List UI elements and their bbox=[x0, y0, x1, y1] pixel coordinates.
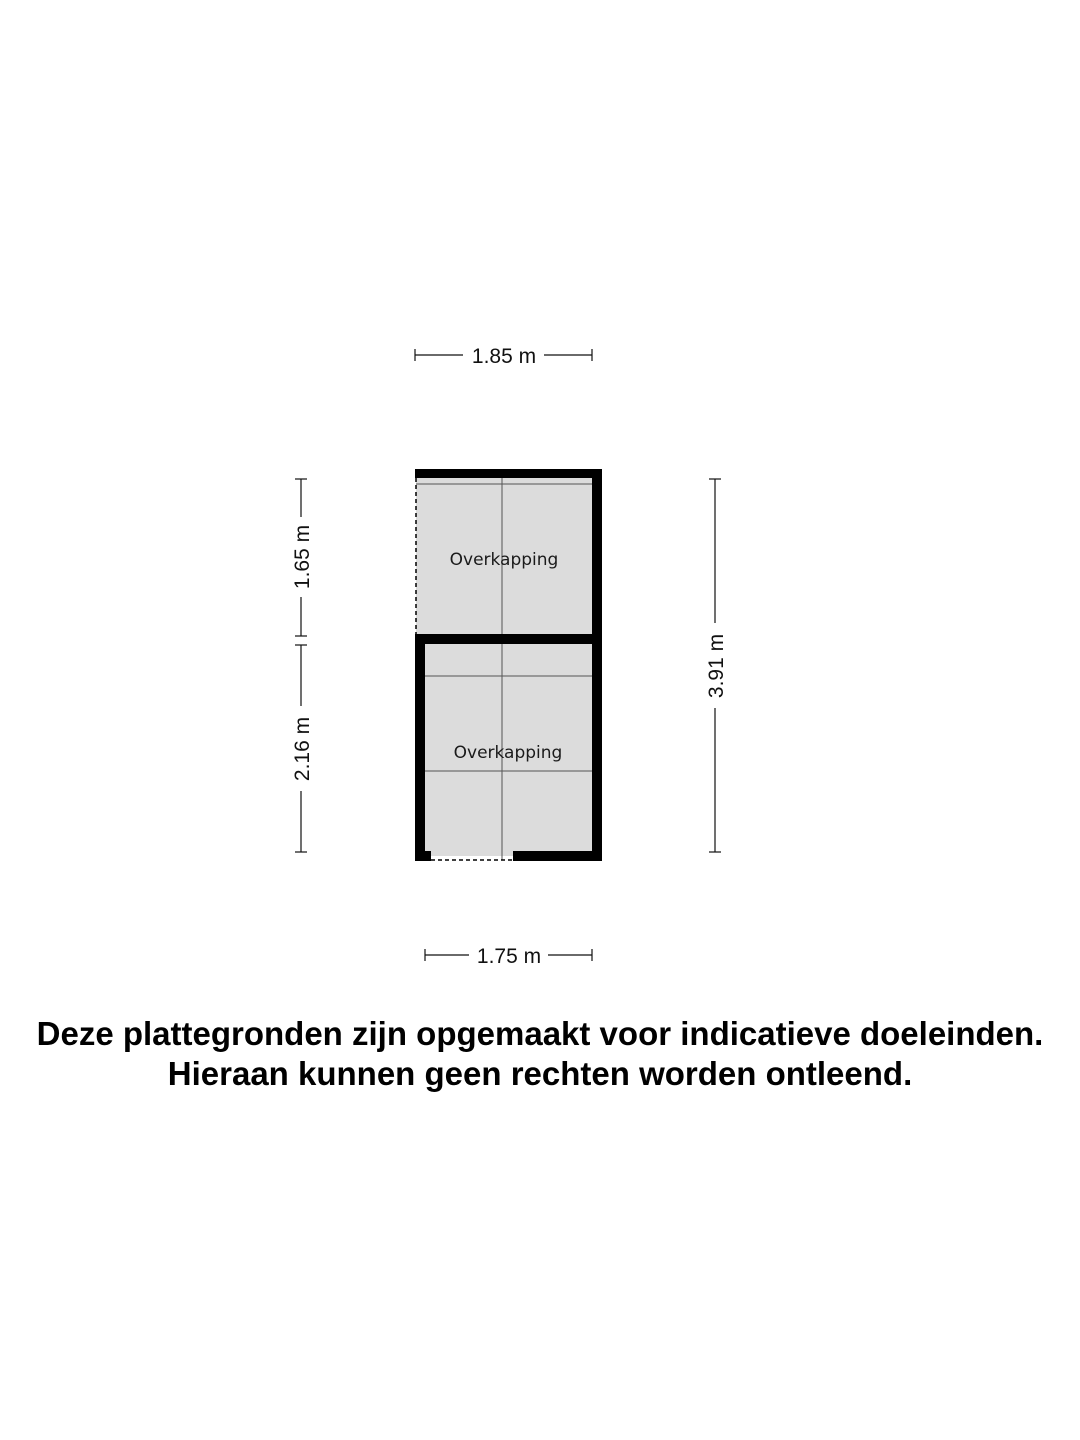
upper-room-label: Overkapping bbox=[449, 550, 559, 570]
top-dimension-label: 1.85 m bbox=[471, 345, 537, 368]
bottom-dimension-label: 1.75 m bbox=[476, 945, 542, 968]
middle-wall bbox=[415, 634, 602, 644]
right-dimension-label: 3.91 m bbox=[705, 633, 728, 699]
bottom-wall-left-stub bbox=[415, 851, 431, 861]
disclaimer-line-1: Deze plattegronden zijn opgemaakt voor indicatieve doeleinden. bbox=[36, 1015, 1044, 1052]
lower-room-label: Overkapping bbox=[453, 743, 563, 763]
top-wall bbox=[415, 469, 602, 478]
left-lower-wall bbox=[415, 634, 425, 861]
left-lower-dimension-label: 2.16 m bbox=[291, 716, 314, 782]
left-upper-dimension-label: 1.65 m bbox=[291, 524, 314, 590]
right-wall bbox=[592, 469, 602, 861]
disclaimer-line-2: Hieraan kunnen geen rechten worden ontleend. bbox=[167, 1055, 913, 1092]
bottom-wall-right bbox=[513, 851, 602, 861]
